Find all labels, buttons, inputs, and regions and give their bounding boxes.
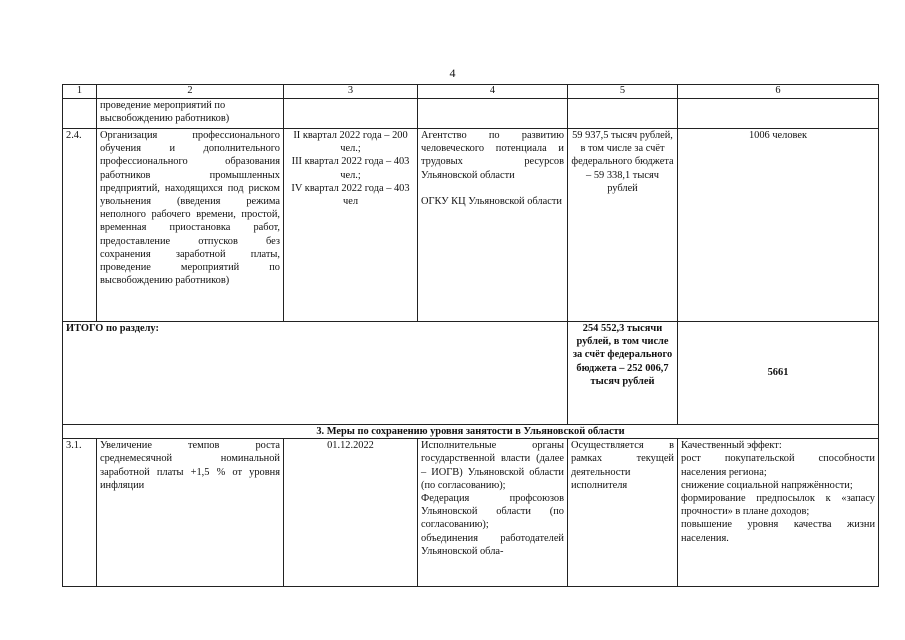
table-row-continuation: [63, 99, 879, 129]
cell-executors: Исполнительные органы государственной власти (далее – ИОГВ) Ульяновской области (по согласованию); Федерация профсоюзов Ульяновской области (по согласованию); объединения работодателей Ульяновской обла-: [418, 439, 568, 587]
cell-num: [63, 99, 97, 129]
measures-table: [62, 84, 879, 587]
column-header: 5: [568, 85, 678, 99]
section-title: 3. Меры по сохранению уровня занятости в Ульяновской области: [63, 425, 879, 439]
header-row: [63, 85, 879, 99]
column-header: 2: [97, 85, 284, 99]
total-result: 5661: [678, 322, 879, 425]
column-header: 3: [284, 85, 418, 99]
cell-description: Организация профессионального обучения и дополнительного профессионального образования работников промышленных предприятий, находящихся под риском увольнения (введения режима неполного рабочего времени, простой, временная приостановка работ, предоставление отпусков без сохранения заработной платы, проведение мероприятий по высвобождению работников): [97, 129, 284, 322]
cell-terms: 01.12.2022: [284, 439, 418, 587]
cell-funding: 59 937,5 тысяч рублей, в том числе за счёт федерального бюджета – 59 338,1 тысяч рублей: [568, 129, 678, 322]
total-label: ИТОГО по разделу:: [63, 322, 568, 425]
page-number: 4: [449, 66, 456, 80]
cell-executors: [418, 99, 568, 129]
cell-num: 3.1.: [63, 439, 97, 587]
table-row-2-4: [63, 129, 879, 322]
table-row-3-1: [63, 439, 879, 587]
cell-description: Увеличение темпов роста среднемесячной номинальной заработной платы +1,5 % от уровня инфляции: [97, 439, 284, 587]
cell-result: [678, 99, 879, 129]
cell-terms: II квартал 2022 года – 200 чел.; III квартал 2022 года – 403 чел.; IV квартал 2022 года – 403 чел: [284, 129, 418, 322]
cell-result: Качественный эффект: рост покупательской способности населения региона; снижение социальной напряжённости; формирование предпосылок к «запасу прочности» в плане доходов; повышение уровня качества жизни населения.: [678, 439, 879, 587]
column-header: 4: [418, 85, 568, 99]
cell-executors: Агентство по развитию человеческого потенциала и трудовых ресурсов Ульяновской области ОГКУ КЦ Ульяновской области: [418, 129, 568, 322]
total-funding: 254 552,3 тысячи рублей, в том числе за счёт федерального бюджета – 252 006,7 тысяч рублей: [568, 322, 678, 425]
cell-terms: [284, 99, 418, 129]
cell-funding: Осуществляется в рамках текущей деятельности исполнителя: [568, 439, 678, 587]
column-header: 6: [678, 85, 879, 99]
cell-num: 2.4.: [63, 129, 97, 322]
cell-funding: [568, 99, 678, 129]
total-row: [63, 322, 879, 425]
cell-description: проведение мероприятий по высвобождению работников): [97, 99, 284, 129]
column-header: 1: [63, 85, 97, 99]
cell-result: 1006 человек: [678, 129, 879, 322]
section-header-row: [63, 425, 879, 439]
